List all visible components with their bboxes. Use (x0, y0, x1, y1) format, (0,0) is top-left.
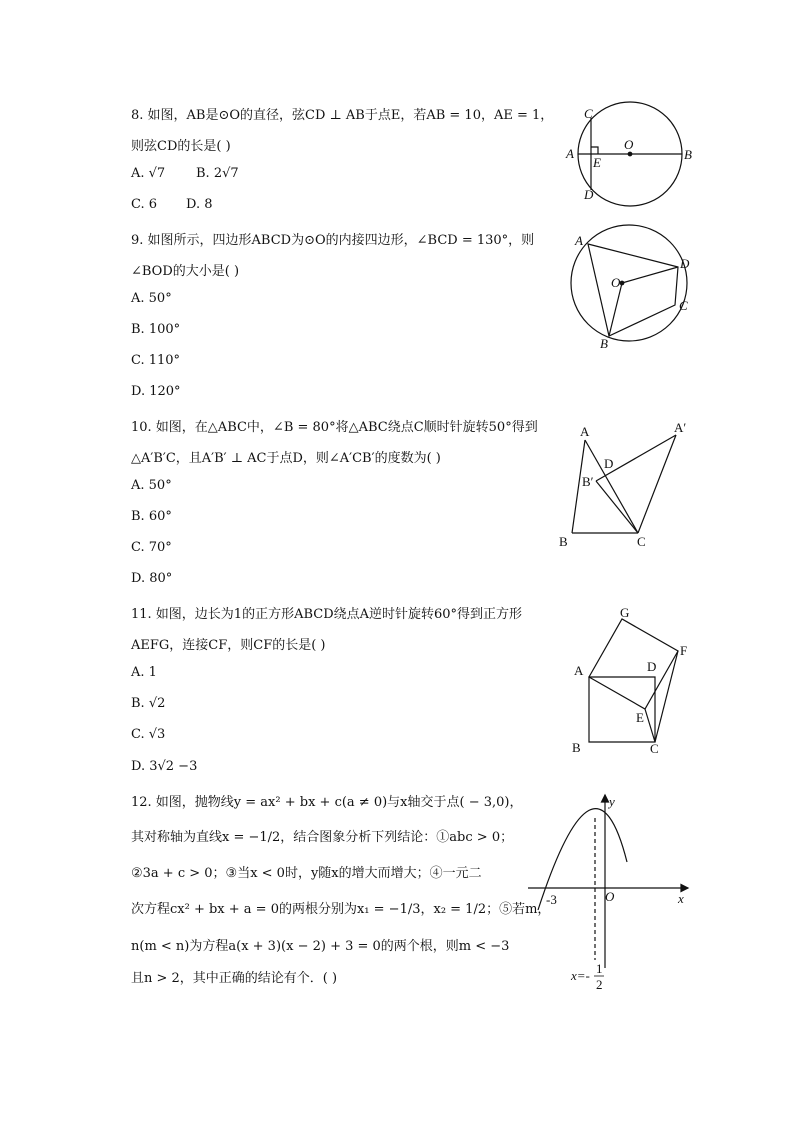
q11-line-2: AEFG，连接CF，则CF的长是( ) (131, 638, 326, 653)
q9-option-d: D. 120° (131, 384, 181, 399)
q9-line-1: 9. 如图所示，四边形ABCD为⊙O的内接四边形，∠BCD = 130°，则 (131, 233, 535, 248)
fig12-y-arrow (602, 795, 609, 802)
fig11-label-e: E (636, 710, 644, 725)
fig10-label-c: C (637, 534, 646, 549)
q10-line-1: 10. 如图，在△ABC中，∠B = 80°将△ABC绕点C顺时针旋转50°得到 (131, 420, 538, 435)
q8-option-d: D. 8 (186, 197, 213, 212)
q8-line-2: 则弦CD的长是( ) (131, 139, 231, 154)
fig12-label-minus3: -3 (546, 892, 557, 907)
q11-line-1: 11. 如图，边长为1的正方形ABCD绕点A逆时针旋转60°得到正方形 (131, 607, 523, 622)
fig10-segment-a2c (638, 435, 676, 533)
fig9-label-d: D (680, 256, 690, 271)
fig11-label-f: F (680, 643, 688, 658)
fig11-label-d: D (647, 659, 657, 674)
q10-option-b: B. 60° (131, 509, 172, 524)
fig9-label-a: A (575, 233, 583, 248)
fig9-quadrilateral (588, 244, 678, 336)
fig9-segment-od (622, 267, 678, 283)
fig8-center-dot (628, 152, 632, 156)
q9-line-2: ∠BOD的大小是( ) (131, 264, 240, 279)
fig8-label-d: D (584, 187, 594, 202)
fig12-label-y: y (609, 794, 615, 809)
fig8-label-b: B (684, 147, 692, 162)
fig11-label-b: B (572, 740, 581, 755)
fig9-label-o: O (611, 275, 621, 290)
q10-option-c: C. 70° (131, 540, 172, 555)
fig8-label-o: O (624, 137, 634, 152)
fig12-label-x: x (678, 891, 684, 906)
q12-line-6: 且n > 2，其中正确的结论有个．( ) (131, 971, 338, 986)
q12-line-4: 次方程cx² + bx + a = 0的两根分别为x₁ = −1/3，x₂ = 1/2；⑤若m， (131, 902, 551, 917)
q10-option-a: A. 50° (131, 478, 172, 493)
fig12-frac-num: 1 (596, 961, 603, 976)
q8-option-a: A. √7 (131, 166, 166, 181)
q8-line-1: 8. 如图，AB是⊙O的直径，弦CD ⊥ AB于点E，若AB = 10，AE = 1， (131, 108, 554, 123)
fig10-segment-b2c (596, 481, 638, 533)
fig10-label-b: B (559, 534, 568, 549)
q11-option-b: B. √2 (131, 696, 166, 711)
fig9-center-dot (620, 281, 624, 285)
fig9-label-b: B (600, 336, 608, 351)
fig10-label-a: A (580, 424, 590, 439)
figure-q11 (572, 605, 687, 756)
q10-line-2: △A′B′C，且A′B′ ⊥ AC于点D，则∠A′CB′的度数为( ) (131, 451, 441, 466)
fig11-segment-ec (645, 709, 655, 742)
q12-line-1: 12. 如图，抛物线y = ax² + bx + c(a ≠ 0)与x轴交于点( − 3,0)， (131, 795, 523, 810)
q11-option-a: A. 1 (131, 665, 157, 680)
q9-option-c: C. 110° (131, 353, 181, 368)
q9-option-a: A. 50° (131, 291, 172, 306)
fig8-label-e: E (593, 155, 601, 170)
fig12-axis-eq-label: x=- (571, 968, 590, 983)
fig9-segment-ob (609, 283, 622, 336)
q8-option-b: B. 2√7 (196, 166, 239, 181)
q12-line-3: ②3a + c > 0；③当x < 0时，y随x的增大而增大；④一元二 (131, 866, 482, 881)
figure-q10 (559, 420, 686, 549)
fig8-right-angle-mark (591, 147, 598, 154)
q8-option-c: C. 6 (131, 197, 158, 212)
figure-q9 (571, 225, 690, 351)
figure-q12 (528, 794, 688, 992)
q12-line-2: 其对称轴为直线x = −1/2，结合图象分析下列结论：①abc > 0； (131, 830, 514, 845)
fig9-label-c: C (679, 298, 688, 313)
fig9-circle (571, 225, 687, 341)
fig11-label-a: A (574, 663, 584, 678)
fig11-label-g: G (620, 605, 630, 620)
fig11-label-c: C (650, 741, 659, 756)
q11-option-d: D. 3√2 −3 (131, 759, 198, 774)
q11-option-c: C. √3 (131, 727, 166, 742)
fig11-square-aefg (589, 619, 678, 709)
fig8-label-c: C (584, 106, 593, 121)
figure-q8 (565, 102, 692, 206)
fig12-frac-den: 2 (596, 977, 603, 992)
fig12-label-origin: O (605, 889, 615, 904)
q12-line-5: n(m < n)为方程a(x + 3)(x − 2) + 3 = 0的两个根，则m < −3 (131, 939, 510, 954)
fig10-label-a-prime: A′ (674, 420, 687, 435)
q10-option-d: D. 80° (131, 571, 173, 586)
fig10-label-d: D (604, 456, 614, 471)
fig11-segment-cf (655, 651, 678, 742)
fig10-label-b-prime: B′ (582, 474, 594, 489)
q9-option-b: B. 100° (131, 322, 181, 337)
fig8-label-a: A (566, 146, 574, 161)
